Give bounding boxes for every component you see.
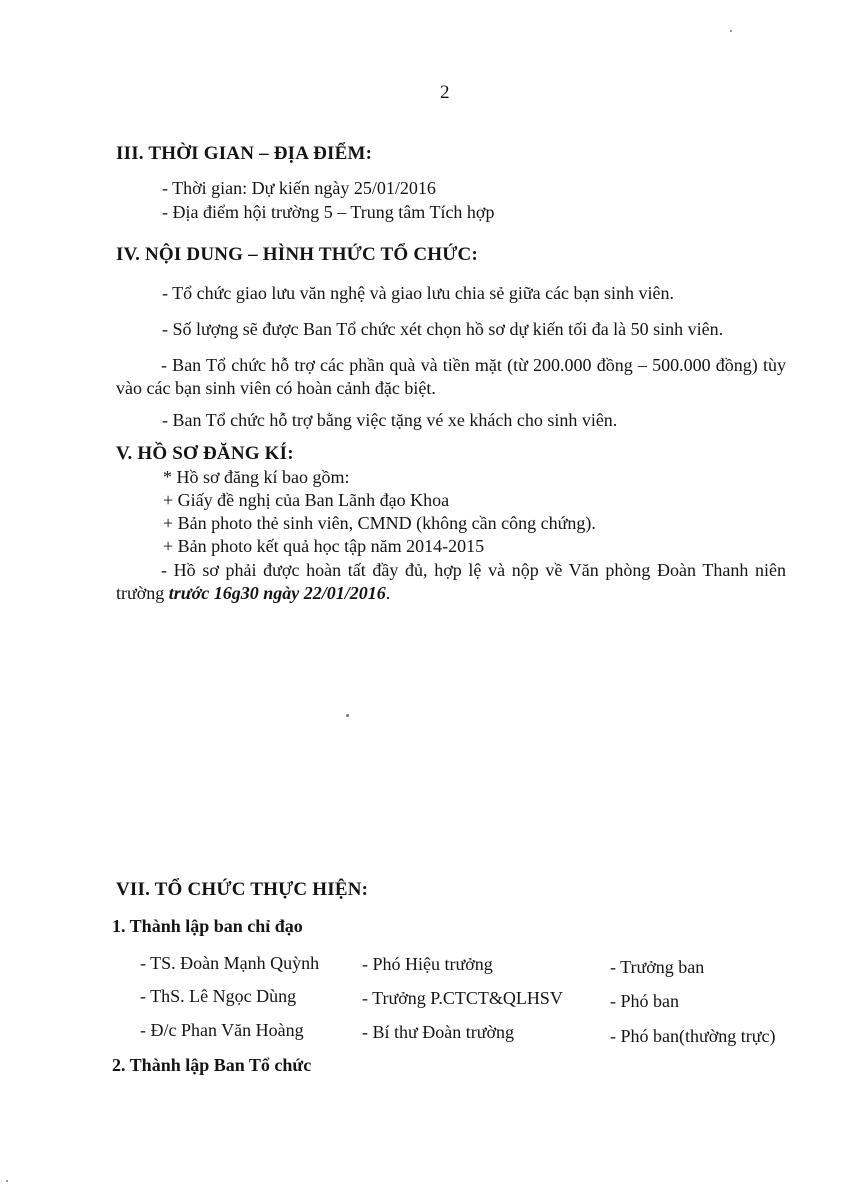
section-4-item-2: - Số lượng sẽ được Ban Tổ chức xét chọn hồ sơ dự kiến tối đa là 50 sinh viên. xyxy=(162,319,724,339)
section-4-item-3-text: - Ban Tổ chức hỗ trợ các phần quà và tiền mặt (từ 200.000 đồng – 500.000 đồng) tùy vào các bạn sinh viên có hoàn cảnh đặc biệt. xyxy=(116,355,786,398)
member-1-position: - Phó Hiệu trưởng xyxy=(362,954,493,974)
section-4-item-4: - Ban Tổ chức hỗ trợ bằng việc tặng vé xe khách cho sinh viên. xyxy=(162,410,618,430)
submission-note-end: . xyxy=(385,583,391,603)
member-2-role: - Phó ban xyxy=(610,991,679,1011)
section-5-heading: V. HỒ SƠ ĐĂNG KÍ: xyxy=(116,443,294,464)
section-5-doc-2: + Bản photo thẻ sinh viên, CMND (không cần công chứng). xyxy=(163,513,596,533)
submission-deadline: trước 16g30 ngày 22/01/2016 xyxy=(168,583,386,603)
subsection-2-title: 2. Thành lập Ban Tổ chức xyxy=(112,1055,312,1075)
submission-note-text: - Hồ sơ phải được hoàn tất đầy đủ, hợp lệ và nộp về Văn phòng Đoàn Thanh niên trường xyxy=(116,560,786,603)
member-2-name: - ThS. Lê Ngọc Dùng xyxy=(140,986,297,1006)
scan-speck xyxy=(730,30,732,32)
section-5-doc-1: + Giấy đề nghị của Ban Lãnh đạo Khoa xyxy=(163,490,450,510)
section-3-heading: III. THỜI GIAN – ĐỊA ĐIỂM: xyxy=(116,143,373,164)
scan-speck xyxy=(346,714,349,717)
section-5-submission-note xyxy=(116,559,786,605)
scan-speck xyxy=(6,1180,8,1182)
section-5-doc-3: + Bản photo kết quả học tập năm 2014-2015 xyxy=(163,536,485,556)
member-1-name: - TS. Đoàn Mạnh Quỳnh xyxy=(140,953,320,973)
section-3-time: - Thời gian: Dự kiến ngày 25/01/2016 xyxy=(162,178,436,198)
member-3-position: - Bí thư Đoàn trường xyxy=(362,1022,515,1042)
member-3-role: - Phó ban(thường trực) xyxy=(610,1026,776,1046)
section-4-item-1: - Tổ chức giao lưu văn nghệ và giao lưu chia sẻ giữa các bạn sinh viên. xyxy=(162,283,675,303)
member-1-role: - Trưởng ban xyxy=(610,957,705,977)
section-4-item-3 xyxy=(116,354,786,400)
section-3-location: - Địa điểm hội trường 5 – Trung tâm Tích hợp xyxy=(162,202,495,222)
section-5-intro: * Hồ sơ đăng kí bao gồm: xyxy=(163,467,350,487)
subsection-1-title: 1. Thành lập ban chỉ đạo xyxy=(112,916,303,936)
section-7-heading: VII. TỔ CHỨC THỰC HIỆN: xyxy=(116,879,369,900)
section-4-heading: IV. NỘI DUNG – HÌNH THỨC TỔ CHỨC: xyxy=(116,244,479,265)
member-2-position: - Trưởng P.CTCT&QLHSV xyxy=(362,988,563,1008)
member-3-name: - Đ/c Phan Văn Hoàng xyxy=(140,1020,304,1040)
page-number: 2 xyxy=(440,82,450,103)
